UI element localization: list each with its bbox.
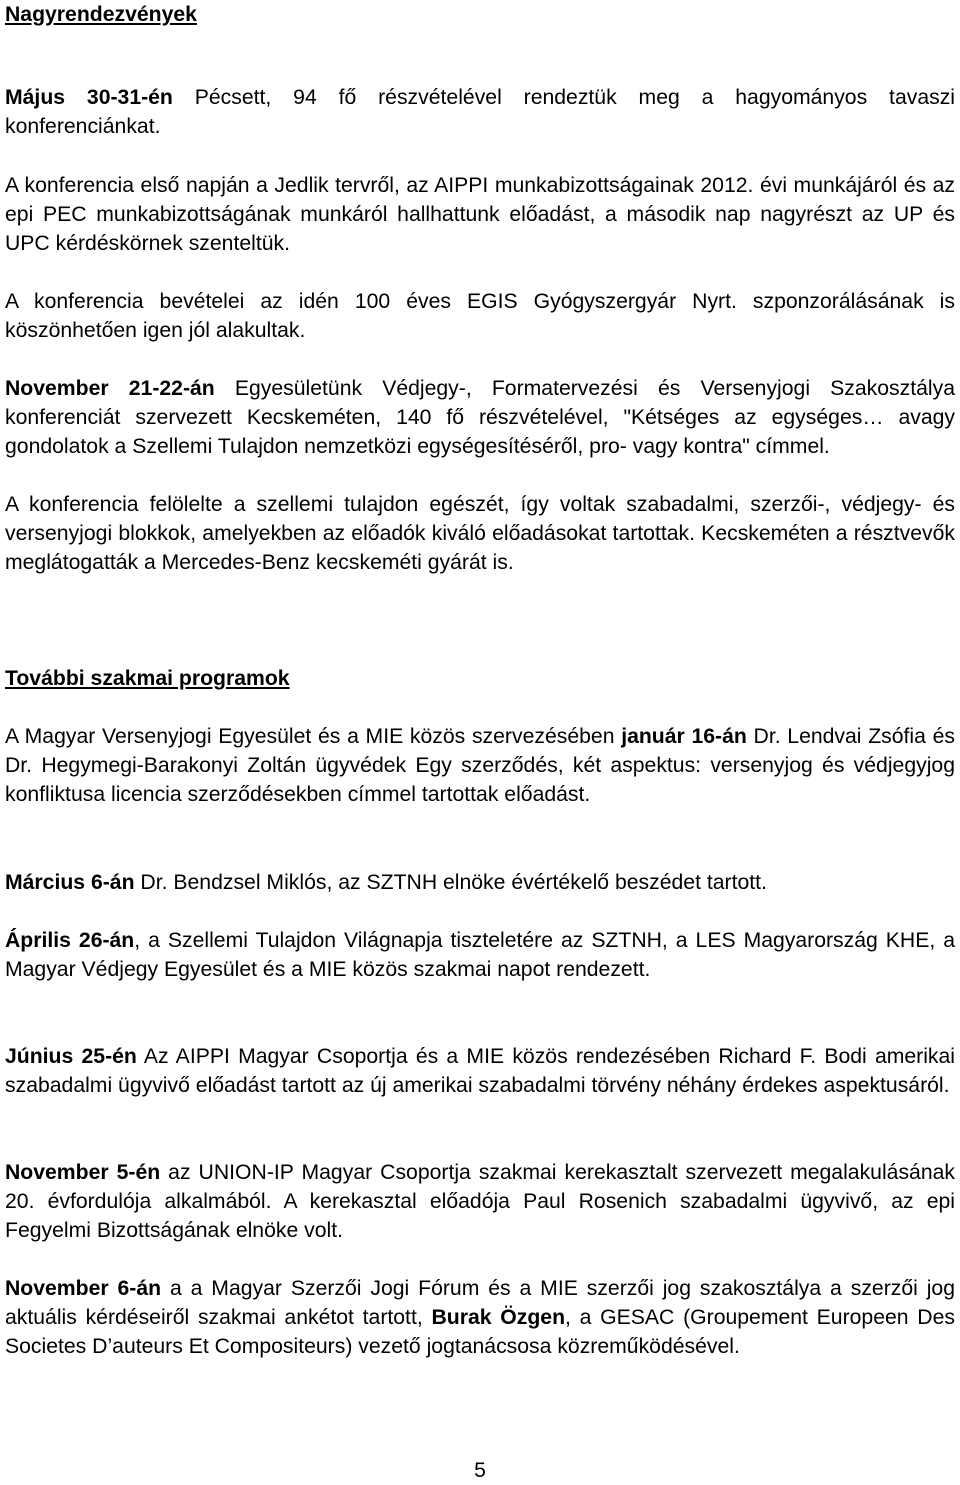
section-heading-events: Nagyrendezvények bbox=[5, 3, 197, 26]
paragraph-sponsorship: A konferencia bevételei az idén 100 éves EGIS Gyógyszergyár Nyrt. szponzorálásának is köszönhetően igen jól alakultak. bbox=[5, 290, 955, 342]
date-may-30-31: Május 30-31-én bbox=[5, 86, 173, 109]
paragraph-november-conference: November 21-22-án Egyesületünk Védjegy-, Formatervezési és Versenyjogi Szakosztálya konferenciát szervezett Kecskeméten, 140 fő részvételével, "Kétséges az egységes… avagy gondolatok a Szellemi Tulajdon nemzetközi egységesítéséről, pro- vagy kontra" címmel. bbox=[5, 377, 955, 458]
paragraph-april-ip-day: Április 26-án, a Szellemi Tulajdon Világnapja tiszteletére az SZTNH, a LES Magyarország KHE, a Magyar Védjegy Egyesület és a MIE közös szakmai napot rendezett. bbox=[5, 929, 955, 981]
paragraph-may-conference: Május 30-31-én Pécsett, 94 fő részvételével rendeztük meg a hagyományos tavaszi konferenciánkat. bbox=[5, 86, 955, 138]
paragraph-conference-summary: A konferencia felölelte a szellemi tulajdon egészét, így voltak szabadalmi, szerzői-, védjegy- és versenyjogi blokkok, amelyekben az előadók kiváló előadásokat tartottak. Kecskeméten a résztvevők meglátogatták a Mercedes-Benz kecskeméti gyárát is. bbox=[5, 493, 955, 574]
date-november-21-22: November 21-22-án bbox=[5, 377, 215, 400]
date-june-25: Június 25-én bbox=[5, 1045, 137, 1068]
paragraph-conference-day-topics: A konferencia első napján a Jedlik tervről, az AIPPI munkabizottságainak 2012. évi munkájáról és az epi PEC munkabizottságának munkáról hallhattunk előadást, a második nap nagyrészt az UP és UPC kérdéskörnek szenteltük. bbox=[5, 174, 955, 255]
date-january-16: január 16-án bbox=[621, 725, 747, 748]
paragraph-january-lecture: A Magyar Versenyjogi Egyesület és a MIE közös szervezésében január 16-án Dr. Lendvai Zsófia és Dr. Hegymegi-Barakonyi Zoltán ügyvédek Egy szerződés, két aspektus: versenyjog és védjegyjog konfliktusa licencia szerződésekben címmel tartottak előadást. bbox=[5, 725, 955, 806]
paragraph-november-roundtable: November 5-én az UNION-IP Magyar Csoportja szakmai kerekasztalt szervezett megalakulásának 20. évfordulója alkalmából. A kerekasztal előadója Paul Rosenich szabadalmi ügyvivő, az epi Fegyelmi Bizottságának elnöke volt. bbox=[5, 1161, 955, 1242]
paragraph-march-speech: Március 6-án Dr. Bendzsel Miklós, az SZTNH elnöke évértékelő beszédet tartott. bbox=[5, 871, 767, 894]
date-november-5: November 5-én bbox=[5, 1161, 161, 1184]
paragraph-june-lecture: Június 25-én Az AIPPI Magyar Csoportja és a MIE közös rendezésében Richard F. Bodi amerikai szabadalmi ügyvivő előadást tartott az új amerikai szabadalmi törvény néhány érdekes aspektusáról. bbox=[5, 1045, 956, 1097]
date-march-6: Március 6-án bbox=[5, 871, 135, 894]
section-heading-programs: További szakmai programok bbox=[5, 667, 290, 690]
date-november-6: November 6-án bbox=[5, 1277, 162, 1300]
paragraph-november-copyright-forum: November 6-án a a Magyar Szerzői Jogi Fórum és a MIE szerzői jog szakosztálya a szerzői jog aktuális kérdéseiről szakmai ankétot tartott, Burak Özgen, a GESAC (Groupement Europeen Des Societes D’auteurs Et Compositeurs) vezető jogtanácsosa közreműködésével. bbox=[5, 1277, 955, 1358]
page-number: 5 bbox=[474, 1459, 486, 1482]
speaker-name: Burak Özgen bbox=[431, 1306, 566, 1329]
date-april-26: Április 26-án bbox=[5, 929, 135, 952]
